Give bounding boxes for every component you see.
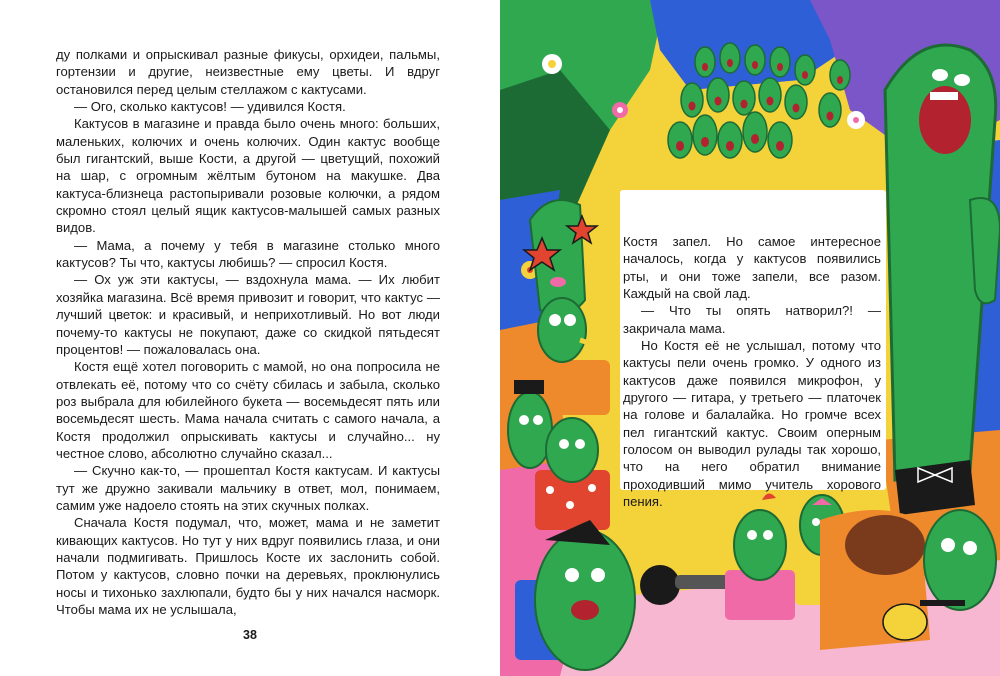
paragraph: Сначала Костя подумал, что, может, мама и не заметит кивающих кактусов. Но тут у них вдруг появились глаза, и они начали подмигивать. Пришлось Косте их заслонить собой. Потом у кактусов, словно почки на деревьях, проклюнулись носы и тихонько захлюпали, будто бы у них начался насморк. Чтобы мама их не услышала,	[56, 515, 440, 617]
paragraph: Кактусов в магазине и правда было очень много: больших, маленьких, колючих и очень колючих. Один кактус вообще был гигантский, выше Кости, а другой — цветущий, похожий на шар, с огромным жёлтым бутоном на макушке. Два кактуса-близнеца растопыривали розовые колючки, а рядом скромно стоял целый ящик кактусов-малышей самых разных видов.	[56, 116, 440, 236]
paragraph: — Скучно как-то, — прошептал Костя кактусам. И кактусы тут же дружно закивали мальчику в ответ, мол, понимаем, самим уже надоело стоять на этих скучных полках.	[56, 463, 440, 513]
page-number: 38	[243, 628, 257, 642]
paragraph: Но Костя её не услышал, потому что кактусы пели очень громко. У одного из кактусов даже появился микрофон, у другого — гитара, у третьего — платочек на голове и балалайка. Но громче всех пел гигантский кактус. Своим оперным голосом он выводил рулады так хорошо, что на него обратил внимание проходивший мимо учитель хорового пения.	[623, 338, 881, 510]
paragraph: — Ох уж эти кактусы, — вздохнула мама. — Их любит хозяйка магазина. Всё время привозит и говорит, что кактус — лучший цветок: и красивый, и неприхотливый. Но вот люди почему-то кактусы не покупают, даже со скидкой пятьдесят процентов! — пожаловалась она.	[56, 272, 440, 357]
paragraph: — Мама, а почему у тебя в магазине столько много кактусов? Ты что, кактусы любишь? — спросил Костя.	[56, 237, 440, 271]
right-page-text	[623, 233, 881, 511]
flower-icon	[542, 54, 562, 74]
paragraph: Костя ещё хотел поговорить с мамой, но она попросила не отвлекать её, потому что со счёту сбилась и забыла, сколько роз выбрала для юбилейного букета — восемьдесят пять или восемьдесят шесть. Мама начала считать с самого начала, а Костя продолжил опрыскивать кактусы и случайно... ну честное слово, абсолютно случайно сказал...	[56, 359, 440, 461]
paragraph: — Что ты опять натворил?! — закричала мама.	[623, 303, 881, 336]
paragraph: ду полками и опрыскивал разные фикусы, орхидеи, пальмы, гортензии и другие, неизвестные ему цветы. И вдруг остановился перед целым стеллажом с кактусами.	[56, 47, 440, 97]
flower-icon	[847, 111, 865, 129]
hat-icon	[514, 380, 544, 394]
eye-icon	[932, 69, 948, 81]
microphone-icon	[640, 565, 680, 605]
flower-icon	[612, 102, 628, 118]
left-page-text	[56, 46, 440, 618]
eye-icon	[954, 74, 970, 86]
paragraph: — Ого, сколько кактусов! — удивился Костя.	[74, 99, 346, 115]
paragraph: Костя запел. Но самое интересное началось, когда у кактусов появились рты, и они тоже запели, все разом. Каждый на свой лад.	[623, 234, 881, 302]
guitar-icon	[883, 604, 927, 640]
